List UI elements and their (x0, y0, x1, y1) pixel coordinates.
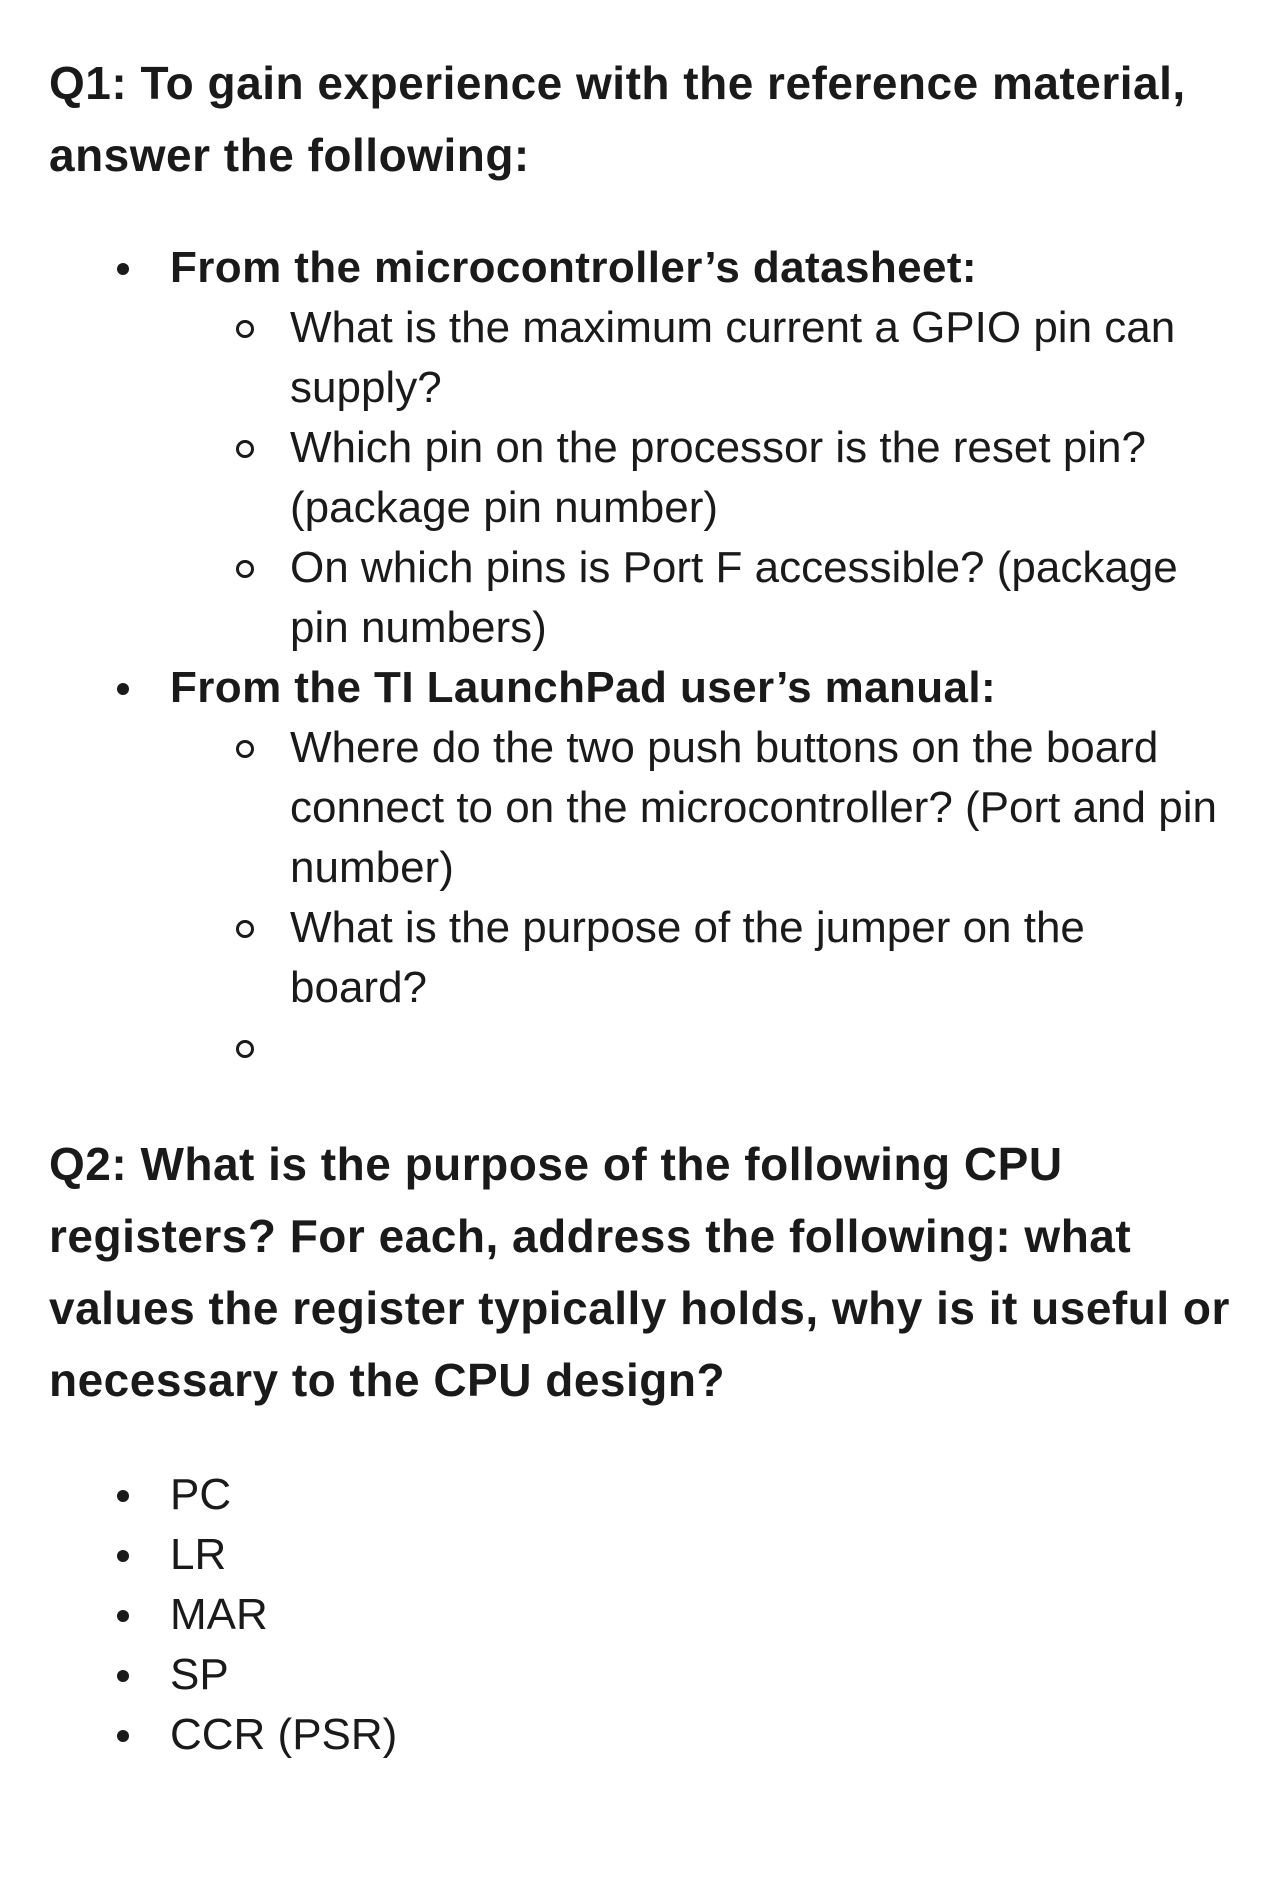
q1-heading: Q1: To gain experience with the reference material, answer the following: (49, 57, 1186, 181)
question-port-f-pins: On which pins is Port F accessible? (package pin numbers) (290, 538, 1230, 658)
register-list (0, 1465, 1284, 1765)
launchpad-section (0, 658, 1284, 1078)
register-item-mar: MAR (0, 1585, 1284, 1645)
question-reset-pin: Which pin on the processor is the reset pin? (package pin number) (290, 418, 1230, 538)
datasheet-section-label: From the microcontroller’s datasheet: (170, 243, 977, 292)
launchpad-question-list (170, 718, 1284, 1078)
register-item-lr: LR (0, 1525, 1284, 1585)
empty-list-item (290, 1018, 1230, 1078)
datasheet-section (0, 238, 1284, 658)
question-jumper-purpose: What is the purpose of the jumper on the board? (290, 898, 1230, 1018)
question-push-buttons: Where do the two push buttons on the board connect to on the microcontroller? (Port and pin number) (290, 718, 1230, 898)
register-item-sp: SP (0, 1645, 1284, 1705)
q2-heading: Q2: What is the purpose of the following CPU registers? For each, address the following: what values the register typically holds, why is it useful or necessary to the CPU design? (49, 1138, 1230, 1406)
datasheet-question-list (170, 298, 1284, 658)
launchpad-section-label: From the TI LaunchPad user’s manual: (170, 663, 997, 712)
register-item-ccr: CCR (PSR) (0, 1705, 1284, 1765)
q1-section-list (0, 238, 1284, 1078)
question-max-gpio-current: What is the maximum current a GPIO pin can supply? (290, 298, 1230, 418)
register-item-pc: PC (0, 1465, 1284, 1525)
